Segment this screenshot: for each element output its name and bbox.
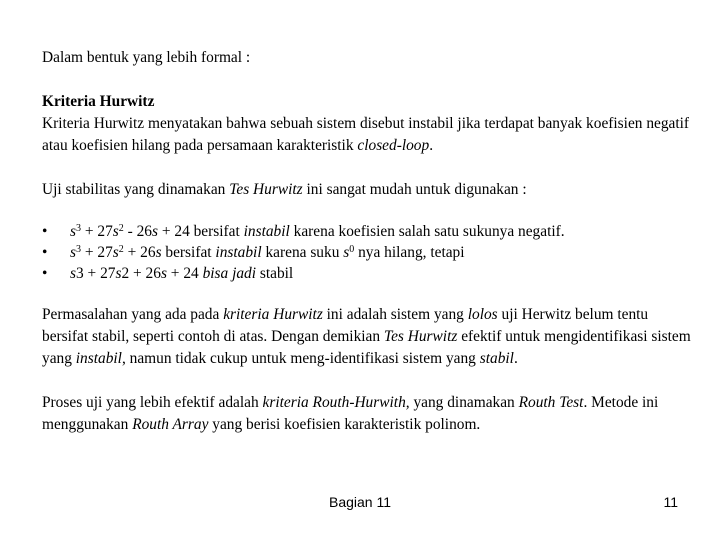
intro-text: Dalam bentuk yang lebih formal : [42, 49, 251, 66]
bullet-icon: • [42, 223, 48, 240]
bullet-icon: • [42, 265, 48, 282]
list-item: • $s^3 + 27s^2 - 26s + 24$ bersifat instabil karena koefisien salah satu sukunya negatif. [42, 223, 565, 240]
bullet-icon: • [42, 244, 48, 261]
example-list [42, 221, 692, 284]
routh-paragraph: Proses uji yang lebih efektif adalah kriteria Routh-Hurwith, yang dinamakan Routh Test. Metode ini menggunakan Routh Array yang berisi koefisien karakteristik polinom. [42, 394, 659, 433]
definition-paragraph: Kriteria Hurwitz menyatakan bahwa sebuah sistem disebut instabil jika terdapat banyak koefisien negatif atau koefisien hilang pada persamaan karakteristik closed-loop. [42, 115, 690, 154]
test-intro: Uji stabilitas yang dinamakan Tes Hurwitz ini sangat mudah untuk digunakan : [42, 181, 527, 198]
list-item: • $s^3 + 27s^2 + 26s$ bersifat instabil karena suku $s^0$ nya hilang, tetapi [42, 244, 465, 261]
section-title: Kriteria Hurwitz [42, 93, 155, 110]
problem-paragraph: Permasalahan yang ada pada kriteria Hurwitz ini adalah sistem yang lolos uji Herwitz belum tentu bersifat stabil, seperti contoh di atas. Dengan demikian Tes Hurwitz efektif untuk mengidentifikasi sistem yang instabil, namun tidak cukup untuk meng-identifikasi sistem yang stabil. [42, 306, 691, 367]
slide-content [42, 47, 692, 436]
page-number: 11 [663, 494, 678, 510]
footer-chapter: Bagian 11 [328, 494, 391, 510]
list-item: • s3 + 27s2 + 26s + 24 bisa jadi stabil [42, 265, 294, 282]
